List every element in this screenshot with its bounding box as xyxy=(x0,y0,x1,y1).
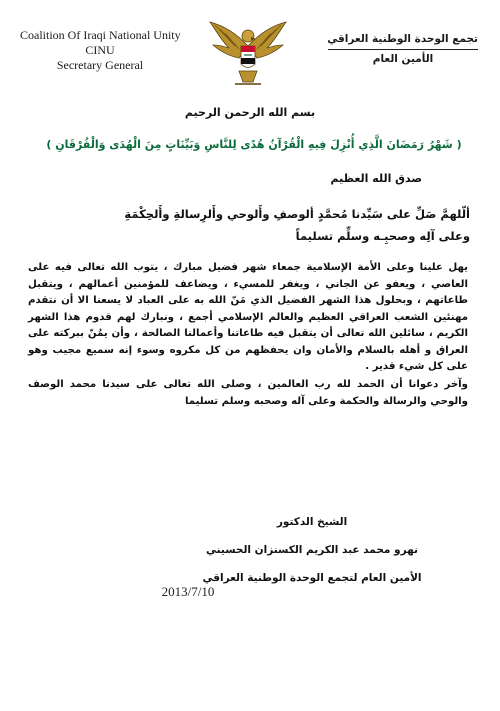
signatory-title: الشيخ الدكتور xyxy=(276,516,348,528)
letterhead-arabic xyxy=(328,30,478,68)
salawat-block xyxy=(50,203,470,247)
org-name-english: Coalition Of Iraqi National Unity xyxy=(20,28,181,42)
salawat-line-1: ألّلهمَّ صَلِّ على سَيِّدنا مُحمَّدٍ ألوصفِ وأَلوحي وأَلرِسالةِ وأَلحِكْمَةِ xyxy=(124,207,470,221)
letterhead-english xyxy=(20,28,180,73)
sadaq-line: صدق الله العظيم xyxy=(330,172,422,185)
salawat-line-2: وعلى آلِه وصحبِـه وسلِّم تسليماً xyxy=(295,229,470,243)
letter-date: 2013/7/10 xyxy=(161,584,215,599)
signature-block xyxy=(192,508,432,592)
signatory-position: الأمين العام لتجمع الوحدة الوطنية العراقي xyxy=(202,572,422,584)
org-role-english: Secretary General xyxy=(56,58,144,72)
org-name-arabic: تجمع الوحدة الوطنية العراقي xyxy=(328,30,478,50)
eagle-emblem-icon xyxy=(207,16,289,90)
basmala: بسم الله الرحمن الرحيم xyxy=(184,106,316,119)
quran-verse: ( شَهْرُ رَمَضَانَ الَّذِي أُنْزِلَ فِيهِ الْقُرْآنُ هُدًى لِلنَّاسِ وَبَيِّنَاتٍ مِنَ الْهُدَى وَالْفُرْقَانِ ) xyxy=(46,138,462,151)
body-paragraph-2: وآخر دعوانا أن الحمد لله رب العالمين ، وصلى الله تعالى على سيدنا محمد الوصف والوحي والرسالة والحكمة وعلى آله وصحبه وسلم تسليما xyxy=(28,379,468,407)
org-acronym: CINU xyxy=(85,43,115,57)
body-paragraph-1: يهل علينا وعلى الأمة الإسلامية جمعاء شهر فضيل مبارك ، يتوب الله تعالى فيه على العاصي ، ويعفو عن الجاني ، ويغفر للمسيء ، ويضاعف للمؤمنين أعمالهم ، ويتقبل طاعاتهم ، وبحلول هذا الشهر الفضيل الذي مَنّ الله به على العباد لا يسعنا الا أن نتقدم مهنئين الشعب العراقي العظيم والعالم الإسلامي أجمع ، ونبارك لهم قدوم هذا الشهر الكريم ، سائلين الله تعالى أن يتقبل فيه طاعاتنا وأعمالنا الصالحة ، وأن يمُنّ ببركته على العراق و أهله بالسلام والأمان وان يحفظهم من كل مكروه وسوء إنه سميع مجيب وهو على كل شيء قدير . xyxy=(28,262,468,372)
signatory-name: نهرو محمد عبد الكريم الكسنزان الحسيني xyxy=(206,544,418,556)
org-role-arabic: الأمين العام xyxy=(372,53,434,65)
